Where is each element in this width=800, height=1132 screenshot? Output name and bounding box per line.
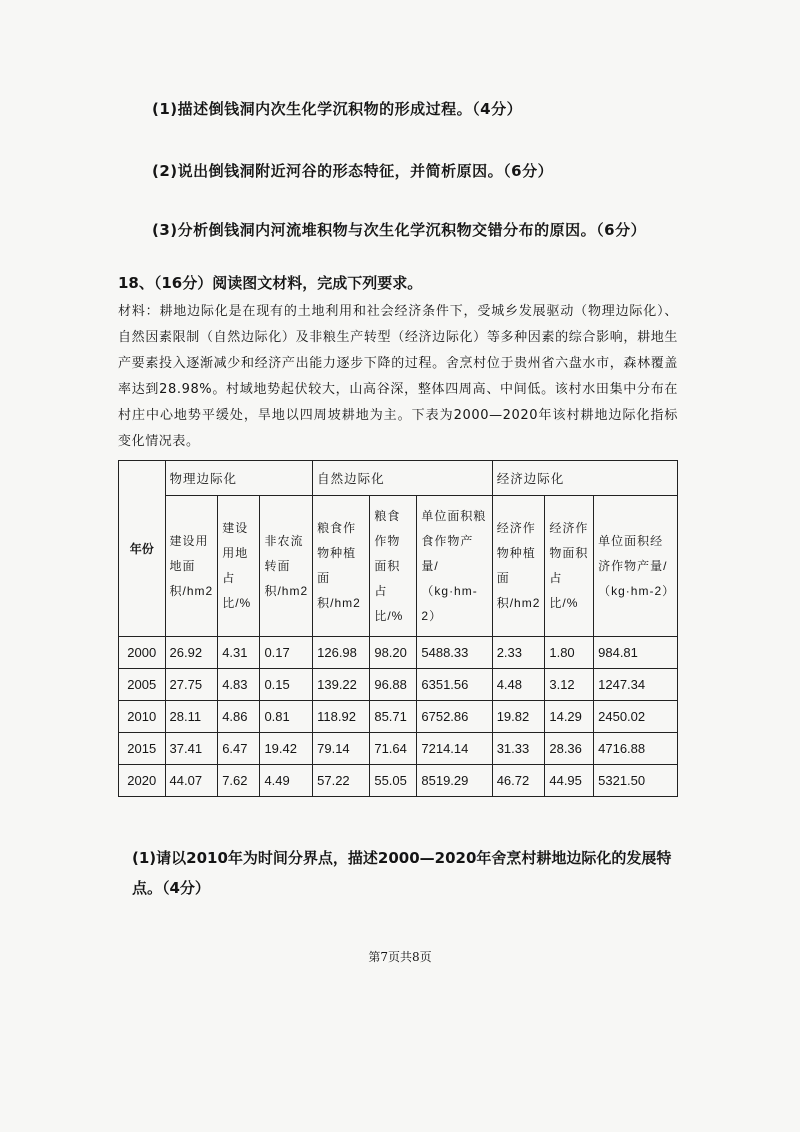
value-cell: 7.62	[218, 765, 260, 797]
value-cell: 55.05	[370, 765, 417, 797]
question-2: (2)说出倒钱洞附近河谷的形态特征，并简析原因。（6分）	[152, 162, 554, 180]
column-header: 建设用地面积/hm2	[165, 496, 218, 637]
column-header: 单位面积经济作物产量/（kg·hm-2）	[594, 496, 678, 637]
column-header: 粮食作物种植面积/hm2	[313, 496, 370, 637]
value-cell: 37.41	[165, 733, 218, 765]
sub-question-1: (1)请以2010年为时间分界点，描述2000—2020年舍烹村耕地边际化的发展特点。（4分）	[132, 849, 672, 897]
value-cell: 4716.88	[594, 733, 678, 765]
value-cell: 4.86	[218, 701, 260, 733]
value-cell: 19.82	[492, 701, 545, 733]
value-cell: 71.64	[370, 733, 417, 765]
marginalization-table	[118, 460, 678, 797]
table-row	[119, 637, 678, 669]
column-header: 粮食作物面积占比/%	[370, 496, 417, 637]
question-18-heading: 18、（16分）阅读图文材料，完成下列要求。	[118, 274, 423, 292]
table-row	[119, 701, 678, 733]
value-cell: 5321.50	[594, 765, 678, 797]
value-cell: 2450.02	[594, 701, 678, 733]
question-3: (3)分析倒钱洞内河流堆积物与次生化学沉积物交错分布的原因。（6分）	[152, 221, 647, 239]
value-cell: 0.15	[260, 669, 313, 701]
value-cell: 46.72	[492, 765, 545, 797]
value-cell: 7214.14	[417, 733, 492, 765]
value-cell: 2.33	[492, 637, 545, 669]
material-text	[118, 299, 678, 455]
value-cell: 1.80	[545, 637, 594, 669]
value-cell: 6351.56	[417, 669, 492, 701]
group-header-physical: 物理边际化	[165, 461, 313, 496]
column-header: 非农流转面积/hm2	[260, 496, 313, 637]
value-cell: 26.92	[165, 637, 218, 669]
column-header: 经济作物面积占比/%	[545, 496, 594, 637]
page-footer: 第7页共8页	[368, 950, 432, 964]
value-cell: 98.20	[370, 637, 417, 669]
year-cell: 2000	[119, 637, 166, 669]
value-cell: 118.92	[313, 701, 370, 733]
value-cell: 27.75	[165, 669, 218, 701]
column-header: 经济作物种植面积/hm2	[492, 496, 545, 637]
table-row	[119, 669, 678, 701]
year-cell: 2020	[119, 765, 166, 797]
value-cell: 28.11	[165, 701, 218, 733]
value-cell: 4.49	[260, 765, 313, 797]
value-cell: 139.22	[313, 669, 370, 701]
question-1: (1)描述倒钱洞内次生化学沉积物的形成过程。（4分）	[152, 100, 523, 118]
column-header: 单位面积粮食作物产量/（kg·hm-2）	[417, 496, 492, 637]
value-cell: 5488.33	[417, 637, 492, 669]
value-cell: 31.33	[492, 733, 545, 765]
group-header-natural: 自然边际化	[313, 461, 493, 496]
year-cell: 2015	[119, 733, 166, 765]
value-cell: 6.47	[218, 733, 260, 765]
column-header: 建设用地占比/%	[218, 496, 260, 637]
year-cell: 2005	[119, 669, 166, 701]
value-cell: 19.42	[260, 733, 313, 765]
value-cell: 8519.29	[417, 765, 492, 797]
value-cell: 3.12	[545, 669, 594, 701]
table-row	[119, 765, 678, 797]
value-cell: 4.31	[218, 637, 260, 669]
year-cell: 2010	[119, 701, 166, 733]
value-cell: 14.29	[545, 701, 594, 733]
year-header: 年份	[119, 461, 166, 637]
value-cell: 126.98	[313, 637, 370, 669]
value-cell: 0.17	[260, 637, 313, 669]
value-cell: 85.71	[370, 701, 417, 733]
value-cell: 28.36	[545, 733, 594, 765]
value-cell: 79.14	[313, 733, 370, 765]
table-row	[119, 733, 678, 765]
material-paragraph: 材料：耕地边际化是在现有的土地利用和社会经济条件下，受城乡发展驱动（物理边际化）、自然因素限制（自然边际化）及非粮生产转型（经济边际化）等多种因素的综合影响，耕地生产要素投入逐渐减少和经济产出能力逐步下降的过程。舍烹村位于贵州省六盘水市，森林覆盖率达到28.98%。村域地势起伏较大，山高谷深，整体四周高、中间低。该村水田集中分布在村庄中心地势平缓处，旱地以四周坡耕地为主。下表为2000—2020年该村耕地边际化指标变化情况表。	[118, 304, 678, 449]
value-cell: 57.22	[313, 765, 370, 797]
value-cell: 44.07	[165, 765, 218, 797]
value-cell: 96.88	[370, 669, 417, 701]
value-cell: 6752.86	[417, 701, 492, 733]
value-cell: 4.48	[492, 669, 545, 701]
value-cell: 984.81	[594, 637, 678, 669]
group-header-economic: 经济边际化	[492, 461, 677, 496]
value-cell: 4.83	[218, 669, 260, 701]
value-cell: 44.95	[545, 765, 594, 797]
table-body	[119, 637, 678, 797]
value-cell: 0.81	[260, 701, 313, 733]
value-cell: 1247.34	[594, 669, 678, 701]
